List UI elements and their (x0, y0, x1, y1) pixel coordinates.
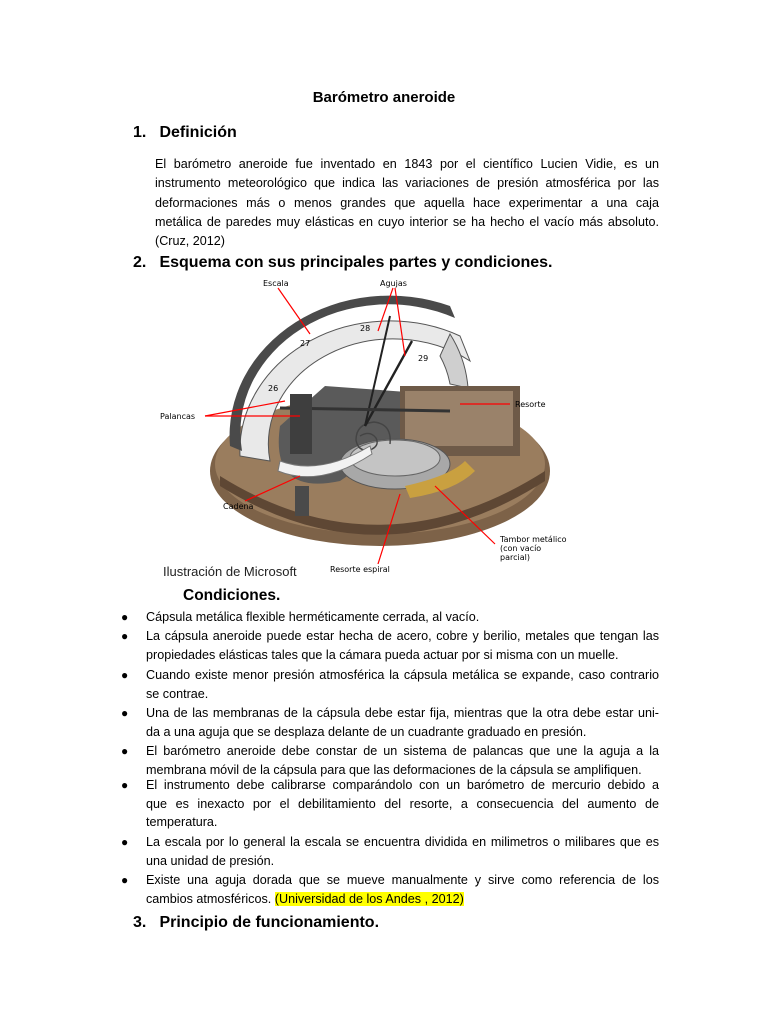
bullet-icon: ● (121, 778, 129, 792)
section-title: Esquema con sus principales partes y condiciones. (159, 254, 553, 271)
bullet-icon: ● (121, 873, 129, 887)
section-number: 3. (133, 914, 147, 931)
label-tambor: parcial) (500, 553, 530, 562)
label-tambor: (con vacío (500, 544, 542, 553)
spring-block-face (405, 391, 513, 446)
list-item-text: La escala por lo general la escala se encuentra dividida en milimetros o milibares que es una unidad de presión. (146, 835, 659, 868)
definition-paragraph (155, 155, 659, 251)
barometer-illustration (150, 276, 590, 581)
section-title: Principio de funcionamiento. (159, 914, 380, 931)
definition-line: instrumento meteorológico que indica las variaciones de presión atmosférica por las (155, 176, 659, 191)
barometer-diagram (150, 276, 590, 581)
chain-post (295, 486, 309, 516)
bullet-icon: ● (121, 744, 129, 758)
label-palancas: Palancas (160, 412, 196, 421)
section-heading-principio (133, 914, 379, 932)
definition-line: El barómetro aneroide fue inventado en 1843 por el científico Lucien Vidie, es un (155, 157, 659, 171)
figure-caption: Ilustración de Microsoft (163, 564, 297, 579)
scale-number: 26 (268, 384, 279, 393)
scale-number: 28 (360, 324, 371, 333)
lever-post (290, 394, 312, 454)
scale-number: 29 (418, 354, 429, 363)
scale-number: 27 (300, 339, 311, 348)
label-cadena: Cadena (223, 502, 254, 511)
section-heading-definicion (133, 124, 237, 142)
list-item-text: El barómetro aneroide debe constar de un sistema de palancas que une la aguja a la membrana móvil de la cápsula para que las deformaciones de la cápsula se amplifiquen. (146, 744, 659, 777)
label-resorte-espiral: Resorte espiral (330, 565, 390, 574)
label-escala: Escala (263, 279, 289, 288)
definition-citation: (Cruz, 2012) (155, 234, 225, 249)
list-item-text: La cápsula aneroide puede estar hecha de acero, cobre y berilio, metales que tengan las propiedades elásticas tales que la cámara pueda actuar por si misma con un muelle. (146, 629, 659, 662)
definition-line: metálica de paredes muy elásticas en cuyo interior se ha hecho el vacío más absoluto. (155, 214, 659, 229)
list-item-text: El instrumento debe calibrarse comparándolo con un barómetro de mercurio debido a que es inexacto por el debilitamiento del resorte, a consecuencia del aumento de temperatura. (146, 778, 659, 830)
bullet-icon: ● (121, 835, 129, 849)
list-item-text: Una de las membranas de la cápsula debe estar fija, mientras que la otra debe estar uni- da a una aguja que se desplaza delante de un cuadrante graduado en presión. (146, 706, 659, 739)
page-title: Barómetro aneroide (312, 89, 456, 106)
list-item-text: Existe una aguja dorada que se mueve manualmente y sirve como referencia de los cambios atmosféricos. (Universidad de los Andes , 2012) (146, 873, 659, 906)
label-resorte: Resorte (515, 400, 546, 409)
section-number: 2. (133, 254, 147, 271)
list-item-text: Cuando existe menor presión atmosférica la cápsula metálica se expande, caso contrario se contrae. (146, 668, 659, 701)
bullet-icon: ● (121, 629, 129, 643)
section-title: Definición (159, 124, 237, 141)
section-number: 1. (133, 124, 147, 141)
bullet-icon: ● (121, 668, 129, 682)
citation-highlight: (Universidad de los Andes , 2012) (274, 891, 464, 906)
label-agujas: Agujas (380, 279, 407, 288)
definition-line: deformaciones más o menos grandes que aquella hace experimentar a una caja (155, 195, 659, 210)
bullet-icon: ● (121, 610, 129, 624)
conditions-heading: Condiciones. (183, 587, 281, 604)
label-tambor: Tambor metálico (500, 535, 567, 544)
section-heading-esquema (133, 254, 552, 272)
list-item-text: Cápsula metálica flexible herméticamente cerrada, al vacío. (146, 610, 480, 624)
bullet-icon: ● (121, 706, 129, 720)
